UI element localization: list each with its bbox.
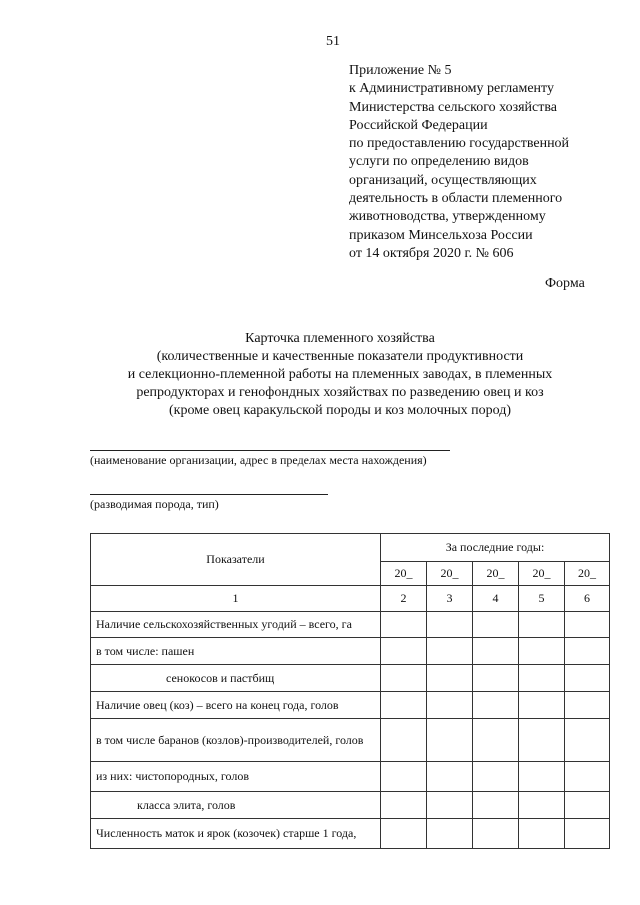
breeding-card-table [90, 533, 610, 849]
data-cell[interactable] [473, 792, 519, 819]
data-cell[interactable] [519, 612, 565, 638]
table-row [91, 692, 610, 719]
page-number: 51 [326, 34, 340, 49]
year-cell: 20_ [473, 562, 519, 586]
data-cell[interactable] [565, 719, 610, 762]
appendix-line: к Административному регламенту [349, 81, 554, 97]
table-row [91, 665, 610, 692]
appendix-header [349, 62, 619, 263]
organization-field-caption: (наименование организации, адрес в пределах места нахождения) [90, 453, 427, 467]
table-row [91, 612, 610, 638]
breed-field-caption: (разводимая порода, тип) [90, 497, 219, 511]
appendix-line: организаций, осуществляющих [349, 172, 537, 188]
data-cell[interactable] [381, 792, 427, 819]
title-line: Карточка племенного хозяйства [245, 331, 435, 346]
data-cell[interactable] [427, 692, 473, 719]
year-cell: 20_ [381, 562, 427, 586]
row-label: в том числе баранов (козлов)-производителей, голов [91, 719, 381, 762]
row-label: Наличие сельскохозяйственных угодий – всего, га [91, 612, 381, 638]
data-cell[interactable] [427, 762, 473, 792]
data-cell[interactable] [519, 719, 565, 762]
data-cell[interactable] [565, 762, 610, 792]
data-cell[interactable] [473, 638, 519, 665]
data-cell[interactable] [427, 665, 473, 692]
title-line: и селекционно-племенной работы на племенных заводах, в племенных [127, 367, 553, 382]
data-cell[interactable] [427, 792, 473, 819]
row-label: сенокосов и пастбищ [91, 665, 381, 692]
header-years: За последние годы: [381, 534, 610, 562]
data-cell[interactable] [381, 612, 427, 638]
row-label: из них: чистопородных, голов [91, 762, 381, 792]
data-cell[interactable] [381, 665, 427, 692]
title-line: (количественные и качественные показатели продуктивности [156, 349, 524, 364]
title-line: (кроме овец каракульской породы и коз молочных пород) [168, 403, 512, 418]
table-row [91, 819, 610, 849]
appendix-line: от 14 октября 2020 г. № 606 [349, 245, 514, 261]
data-cell[interactable] [565, 819, 610, 849]
data-cell[interactable] [473, 762, 519, 792]
breed-field-line[interactable] [90, 494, 328, 495]
header-indicators: Показатели [91, 534, 381, 586]
column-number: 5 [519, 586, 565, 612]
appendix-line: деятельность в области племенного [349, 191, 563, 207]
column-number: 3 [427, 586, 473, 612]
data-cell[interactable] [565, 665, 610, 692]
form-label: Форма [545, 276, 585, 291]
data-cell[interactable] [381, 762, 427, 792]
data-cell[interactable] [427, 612, 473, 638]
year-cell: 20_ [519, 562, 565, 586]
data-cell[interactable] [381, 638, 427, 665]
data-cell[interactable] [381, 692, 427, 719]
data-cell[interactable] [565, 692, 610, 719]
data-cell[interactable] [381, 819, 427, 849]
data-cell[interactable] [427, 819, 473, 849]
table-row [91, 638, 610, 665]
table-row [91, 719, 610, 762]
row-label: класса элита, голов [91, 792, 381, 819]
data-cell[interactable] [473, 819, 519, 849]
data-cell[interactable] [427, 638, 473, 665]
appendix-line: приказом Минсельхоза России [349, 227, 533, 243]
column-number: 4 [473, 586, 519, 612]
row-label: Численность маток и ярок (козочек) старше 1 года, [91, 819, 381, 849]
column-number: 1 [91, 586, 381, 612]
row-label: в том числе: пашен [91, 638, 381, 665]
title-line: репродукторах и генофондных хозяйствах по разведению овец и коз [136, 385, 544, 400]
column-number: 2 [381, 586, 427, 612]
data-cell[interactable] [473, 692, 519, 719]
table-row [91, 792, 610, 819]
appendix-line: животноводства, утвержденному [349, 209, 546, 225]
data-cell[interactable] [519, 792, 565, 819]
data-cell[interactable] [519, 762, 565, 792]
data-cell[interactable] [473, 612, 519, 638]
data-cell[interactable] [565, 792, 610, 819]
data-cell[interactable] [473, 719, 519, 762]
appendix-line: Министерства сельского хозяйства [349, 99, 558, 115]
card-title [60, 330, 620, 420]
data-cell[interactable] [519, 638, 565, 665]
appendix-line: по предоставлению государственной [349, 136, 570, 152]
year-cell: 20_ [427, 562, 473, 586]
column-number: 6 [565, 586, 610, 612]
data-cell[interactable] [381, 719, 427, 762]
data-cell[interactable] [519, 819, 565, 849]
data-cell[interactable] [519, 692, 565, 719]
data-cell[interactable] [519, 665, 565, 692]
year-cell: 20_ [565, 562, 610, 586]
table-row [91, 762, 610, 792]
row-label: Наличие овец (коз) – всего на конец года, голов [91, 692, 381, 719]
data-cell[interactable] [565, 638, 610, 665]
data-cell[interactable] [565, 612, 610, 638]
data-cell[interactable] [473, 665, 519, 692]
organization-field-line[interactable] [90, 450, 450, 451]
appendix-line: Российской Федерации [349, 117, 488, 133]
appendix-line: Приложение № 5 [349, 63, 452, 78]
appendix-line: услуги по определению видов [349, 154, 529, 170]
data-cell[interactable] [427, 719, 473, 762]
